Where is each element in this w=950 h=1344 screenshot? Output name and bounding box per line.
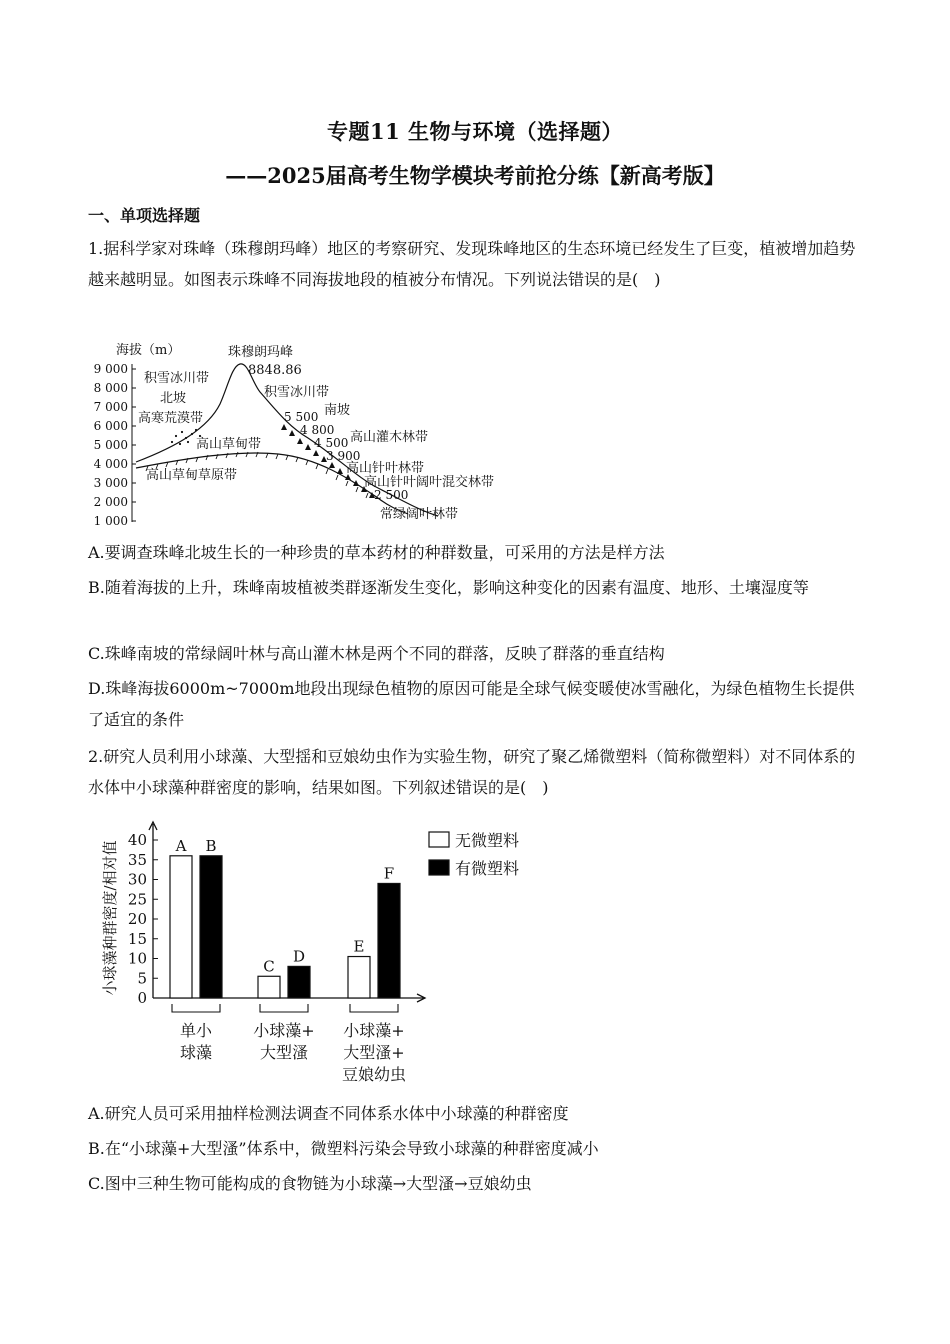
y-tick: 5 000 (93, 438, 128, 452)
bar (258, 976, 280, 998)
document-title: 专题11 生物与环境（选择题） (326, 119, 624, 144)
south-slope-label: 南坡 (324, 403, 351, 418)
bar-label: A (175, 836, 187, 855)
bar-chart (95, 812, 545, 1097)
y-tick: 1 000 (93, 514, 128, 528)
question-2-option-c: C.图中三种生物可能构成的食物链为小球藻→大型溞→豆娘幼虫 (88, 1174, 532, 1193)
y-tick-label: 40 (127, 831, 147, 849)
bar-label: C (263, 957, 275, 976)
bar-label: D (292, 947, 306, 966)
category-bracket (172, 1004, 220, 1012)
category-label: 球藻 (179, 1043, 213, 1062)
south-altitude-label: 3 900 (326, 449, 361, 463)
question-2-stem: 2.研究人员利用小球藻、大型揺和豆娘幼虫作为实验生物，研究了聚乙烯微塑料（简称微塑料）对不同体系的水体中小球藻种群密度的影响，结果如图。下列叙述错误的是( ) (88, 747, 856, 797)
south-zone-label: 积雪冰川带 (264, 385, 330, 400)
bar (348, 957, 370, 998)
y-tick-label: 30 (127, 870, 147, 889)
south-zone-label: 高山灌木林带 (350, 430, 429, 445)
bar-label: B (205, 836, 217, 855)
altitude-axis-label: 海拔（m） (116, 343, 181, 358)
y-tick: 4 000 (93, 457, 128, 471)
y-tick-label: 0 (137, 989, 147, 1007)
question-1-option-b: B.随着海拔的上升，珠峰南坡植被类群逐渐发生变化，影响这种变化的因素有温度、地形、土壤湿度等 (88, 578, 809, 597)
category-label: 单小 (179, 1021, 213, 1040)
north-zone-label: 积雪冰川带 (144, 371, 210, 386)
south-zone-label: 常绿阔叶林带 (380, 507, 459, 522)
peak-height-label: 8848.86 (248, 363, 302, 378)
y-tick-label: 35 (127, 850, 147, 869)
question-1-option-c: C.珠峰南坡的常绿阔叶林与高山灌木林是两个不同的群落，反映了群落的垂直结构 (88, 644, 665, 663)
y-tick-label: 5 (137, 969, 147, 988)
legend-swatch (429, 832, 449, 847)
y-tick-label: 25 (127, 890, 147, 909)
south-altitude-label: 2 500 (374, 488, 409, 502)
y-tick: 2 000 (93, 495, 128, 509)
y-tick-label: 15 (127, 929, 147, 948)
y-tick: 7 000 (93, 400, 128, 414)
y-tick: 8 000 (93, 381, 128, 395)
category-label: 小球藻+ (253, 1021, 315, 1040)
bar (170, 856, 192, 998)
category-label: 大型溞 (259, 1043, 309, 1062)
question-1-stem: 1.据科学家对珠峰（珠穆朗玛峰）地区的考察研究、发现珠峰地区的生态环境已经发生了巨变，植被增加趋势越来越明显。如图表示珠峰不同海拔地段的植被分布情况。下列说法错误的是( ) (88, 239, 856, 289)
question-2-option-b: B.在“小球藻+大型溞”体系中，微塑料污染会导致小球藻的种群密度减小 (88, 1139, 599, 1158)
south-altitude-label: 4 500 (314, 436, 349, 450)
legend-label: 无微塑料 (455, 831, 520, 850)
category-label: 小球藻+ (343, 1021, 405, 1040)
south-altitude-label: 5 500 (284, 410, 319, 424)
everest-vegetation-figure (88, 338, 548, 533)
bar (200, 856, 222, 998)
category-label: 豆娘幼虫 (341, 1065, 407, 1084)
y-tick: 9 000 (93, 362, 128, 376)
y-tick: 6 000 (93, 419, 128, 433)
question-1-option-d: D.珠峰海拔6000m~7000m地段出现绿色植物的原因可能是全球气候变暖使冰雪融化，为绿色植物生长提供了适宜的条件 (88, 679, 855, 729)
south-zone-label: 高山针叶林带 (346, 461, 425, 476)
y-tick-label: 10 (127, 949, 147, 968)
bar (288, 966, 310, 998)
north-zone-label: 高山草甸带 (196, 437, 262, 452)
bar-label: F (383, 864, 395, 883)
question-1-option-a: A.要调查珠峰北坡生长的一种珍贵的草本药材的种群数量，可采用的方法是样方法 (88, 543, 665, 562)
section-heading: 一、单项选择题 (88, 206, 201, 225)
category-label: 大型溞+ (343, 1043, 405, 1062)
peak-name-label: 珠穆朗玛峰 (228, 345, 294, 360)
legend-label: 有微塑料 (455, 859, 520, 878)
document-subtitle: ——2025届高考生物学模块考前抢分练【新高考版】 (225, 163, 725, 188)
category-bracket (260, 1004, 308, 1012)
north-zone-label: 高寒荒漠带 (138, 411, 204, 426)
north-zone-label: 高山草甸草原带 (146, 468, 238, 483)
y-tick: 3 000 (93, 476, 128, 490)
y-axis-label: 小球藻种群密度/相对值 (101, 840, 119, 996)
bar-label: E (353, 937, 365, 956)
question-2-option-a: A.研究人员可采用抽样检测法调查不同体系水体中小球藻的种群密度 (88, 1104, 569, 1123)
legend-swatch (429, 860, 449, 875)
north-slope-label: 北坡 (160, 391, 187, 406)
south-zone-label: 高山针叶阔叶混交林带 (364, 475, 495, 490)
bar (378, 883, 400, 998)
y-tick-label: 20 (127, 910, 147, 928)
category-bracket (350, 1004, 398, 1012)
south-altitude-label: 4 800 (300, 423, 335, 437)
